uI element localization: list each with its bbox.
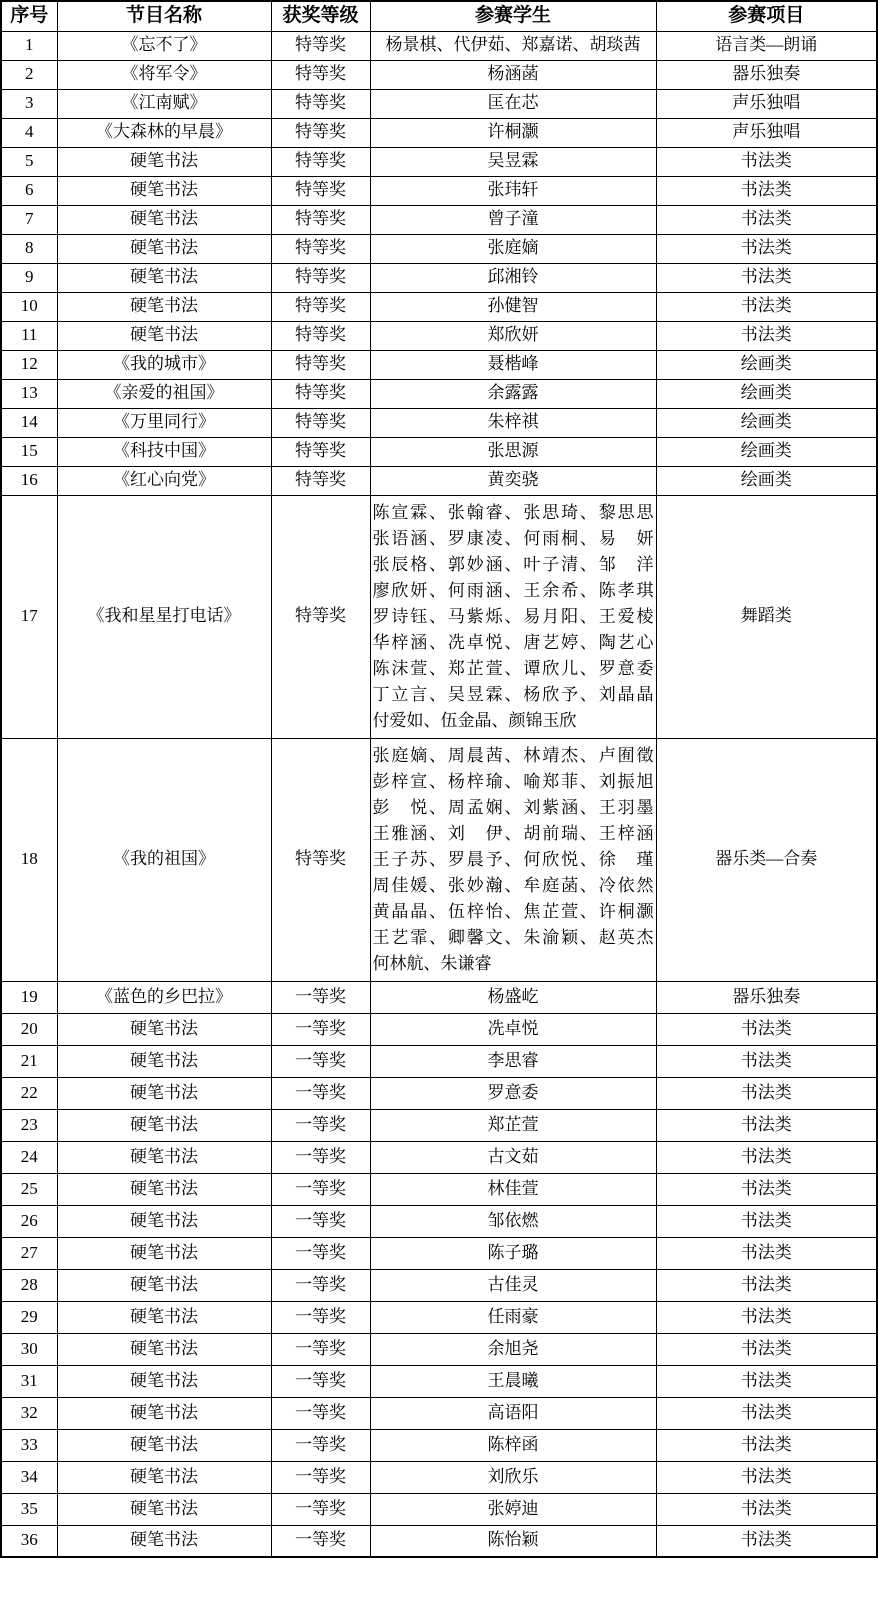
cell-award: 特等奖 — [271, 292, 370, 321]
cell-award: 特等奖 — [271, 89, 370, 118]
cell-program: 《江南赋》 — [57, 89, 271, 118]
cell-students: 邹依燃 — [370, 1205, 656, 1237]
table-row — [1, 1429, 877, 1461]
cell-students: 王晨曦 — [370, 1365, 656, 1397]
cell-students: 吴昱霖 — [370, 147, 656, 176]
cell-category: 书法类 — [656, 1077, 877, 1109]
roster-line: 何林航、朱谦睿 — [372, 953, 492, 973]
table-row — [1, 60, 877, 89]
cell-program: 硬笔书法 — [57, 1173, 271, 1205]
roster-line: 陈宣霖、张翰睿、张思琦、黎思思 — [372, 502, 654, 522]
table-row — [1, 1013, 877, 1045]
cell-category: 绘画类 — [656, 379, 877, 408]
cell-students: 许桐灏 — [370, 118, 656, 147]
cell-students: 古佳灵 — [370, 1269, 656, 1301]
cell-students: 杨涵菡 — [370, 60, 656, 89]
table-row — [1, 350, 877, 379]
cell-students: 朱梓祺 — [370, 408, 656, 437]
roster-line: 彭 悦、周孟娴、刘紫涵、王羽墨 — [372, 797, 654, 817]
roster-line: 张庭嫡、周晨茜、林靖杰、卢囿徵 — [372, 745, 654, 765]
cell-students: 冼卓悦 — [370, 1013, 656, 1045]
table-row — [1, 292, 877, 321]
roster-line: 周佳媛、张妙瀚、牟庭菡、冷依然 — [372, 875, 654, 895]
table-row — [1, 466, 877, 495]
cell-students — [370, 738, 656, 981]
cell-program: 硬笔书法 — [57, 1461, 271, 1493]
table-row — [1, 1301, 877, 1333]
cell-program: 硬笔书法 — [57, 1045, 271, 1077]
cell-category: 书法类 — [656, 263, 877, 292]
cell-no: 2 — [1, 60, 57, 89]
table-row — [1, 176, 877, 205]
cell-category: 绘画类 — [656, 408, 877, 437]
cell-no: 26 — [1, 1205, 57, 1237]
cell-students: 张婷迪 — [370, 1493, 656, 1525]
cell-no: 14 — [1, 408, 57, 437]
cell-award: 特等奖 — [271, 147, 370, 176]
table-row — [1, 263, 877, 292]
cell-category: 书法类 — [656, 1461, 877, 1493]
table-row — [1, 1461, 877, 1493]
cell-category: 声乐独唱 — [656, 118, 877, 147]
table-row — [1, 118, 877, 147]
table-row — [1, 1237, 877, 1269]
cell-program: 硬笔书法 — [57, 1205, 271, 1237]
cell-category: 书法类 — [656, 1493, 877, 1525]
cell-category: 舞蹈类 — [656, 495, 877, 738]
cell-award: 特等奖 — [271, 408, 370, 437]
table-row — [1, 1205, 877, 1237]
cell-no: 34 — [1, 1461, 57, 1493]
cell-category: 绘画类 — [656, 437, 877, 466]
cell-award: 特等奖 — [271, 437, 370, 466]
cell-program: 硬笔书法 — [57, 147, 271, 176]
table-row — [1, 1109, 877, 1141]
cell-no: 3 — [1, 89, 57, 118]
cell-students — [370, 495, 656, 738]
cell-program: 硬笔书法 — [57, 205, 271, 234]
cell-program: 硬笔书法 — [57, 176, 271, 205]
cell-program: 硬笔书法 — [57, 1365, 271, 1397]
cell-award: 特等奖 — [271, 234, 370, 263]
cell-category: 书法类 — [656, 1173, 877, 1205]
cell-category: 声乐独唱 — [656, 89, 877, 118]
cell-category: 书法类 — [656, 1525, 877, 1557]
roster-line: 丁立言、吴昱霖、杨欣予、刘晶晶 — [372, 684, 654, 704]
table-row — [1, 31, 877, 60]
cell-program: 《我的祖国》 — [57, 738, 271, 981]
cell-award: 特等奖 — [271, 176, 370, 205]
table-row — [1, 1525, 877, 1557]
cell-category: 书法类 — [656, 1365, 877, 1397]
cell-no: 7 — [1, 205, 57, 234]
cell-award: 特等奖 — [271, 379, 370, 408]
cell-no: 33 — [1, 1429, 57, 1461]
table-row — [1, 408, 877, 437]
cell-students: 任雨豪 — [370, 1301, 656, 1333]
cell-students: 高语阳 — [370, 1397, 656, 1429]
cell-no: 28 — [1, 1269, 57, 1301]
header-row — [1, 1, 877, 31]
cell-no: 18 — [1, 738, 57, 981]
col-header-program: 节目名称 — [57, 1, 271, 31]
cell-students: 郑芷萱 — [370, 1109, 656, 1141]
table-row — [1, 495, 877, 738]
table-row — [1, 1365, 877, 1397]
cell-no: 32 — [1, 1397, 57, 1429]
col-header-award: 获奖等级 — [271, 1, 370, 31]
cell-award: 一等奖 — [271, 1525, 370, 1557]
roster-line: 张辰格、郭妙涵、叶子清、邹 洋 — [372, 554, 654, 574]
col-header-students: 参赛学生 — [370, 1, 656, 31]
cell-program: 《我和星星打电话》 — [57, 495, 271, 738]
cell-program: 硬笔书法 — [57, 263, 271, 292]
cell-no: 5 — [1, 147, 57, 176]
cell-category: 书法类 — [656, 205, 877, 234]
cell-no: 23 — [1, 1109, 57, 1141]
cell-no: 31 — [1, 1365, 57, 1397]
cell-students: 曾子潼 — [370, 205, 656, 234]
cell-award: 一等奖 — [271, 1173, 370, 1205]
roster-line: 王子苏、罗晨予、何欣悦、徐 瑾 — [372, 849, 654, 869]
cell-award: 特等奖 — [271, 466, 370, 495]
cell-students: 郑欣妍 — [370, 321, 656, 350]
cell-award: 一等奖 — [271, 1045, 370, 1077]
roster-line: 廖欣妍、何雨涵、王余希、陈孝琪 — [372, 580, 654, 600]
cell-award: 一等奖 — [271, 1397, 370, 1429]
table-row — [1, 437, 877, 466]
cell-no: 4 — [1, 118, 57, 147]
cell-no: 29 — [1, 1301, 57, 1333]
cell-award: 一等奖 — [271, 1429, 370, 1461]
cell-award: 一等奖 — [271, 1461, 370, 1493]
cell-category: 书法类 — [656, 1141, 877, 1173]
roster-line: 王艺霏、卿馨文、朱渝颖、赵英杰 — [372, 927, 654, 947]
cell-award: 特等奖 — [271, 263, 370, 292]
cell-no: 16 — [1, 466, 57, 495]
table-row — [1, 738, 877, 981]
cell-award: 特等奖 — [271, 495, 370, 738]
cell-no: 9 — [1, 263, 57, 292]
cell-program: 《亲爱的祖国》 — [57, 379, 271, 408]
table-row — [1, 1077, 877, 1109]
table-row — [1, 205, 877, 234]
table-row — [1, 321, 877, 350]
cell-program: 硬笔书法 — [57, 1429, 271, 1461]
cell-program: 硬笔书法 — [57, 1333, 271, 1365]
table-row — [1, 1269, 877, 1301]
cell-award: 一等奖 — [271, 1013, 370, 1045]
cell-award: 特等奖 — [271, 321, 370, 350]
cell-students: 陈梓函 — [370, 1429, 656, 1461]
cell-students: 林佳萱 — [370, 1173, 656, 1205]
roster-line: 付爱如、伍金晶、颜锦玉欣 — [372, 710, 577, 730]
table-row — [1, 1173, 877, 1205]
roster-line: 黄晶晶、伍梓怡、焦芷萱、许桐灏 — [372, 901, 654, 921]
cell-no: 11 — [1, 321, 57, 350]
cell-students: 匡在芯 — [370, 89, 656, 118]
cell-award: 一等奖 — [271, 1365, 370, 1397]
cell-program: 《蓝色的乡巴拉》 — [57, 981, 271, 1013]
cell-award: 特等奖 — [271, 350, 370, 379]
cell-category: 书法类 — [656, 292, 877, 321]
cell-program: 《我的城市》 — [57, 350, 271, 379]
table-row — [1, 1045, 877, 1077]
cell-students: 杨盛屹 — [370, 981, 656, 1013]
cell-award: 一等奖 — [271, 1109, 370, 1141]
cell-no: 22 — [1, 1077, 57, 1109]
cell-students: 李思睿 — [370, 1045, 656, 1077]
cell-program: 硬笔书法 — [57, 1141, 271, 1173]
cell-no: 8 — [1, 234, 57, 263]
cell-category: 器乐类—合奏 — [656, 738, 877, 981]
cell-no: 19 — [1, 981, 57, 1013]
cell-program: 硬笔书法 — [57, 1077, 271, 1109]
cell-students: 邱湘铃 — [370, 263, 656, 292]
cell-category: 书法类 — [656, 234, 877, 263]
table-row — [1, 1397, 877, 1429]
cell-students: 古文茹 — [370, 1141, 656, 1173]
cell-no: 1 — [1, 31, 57, 60]
cell-category: 书法类 — [656, 1109, 877, 1141]
cell-award: 一等奖 — [271, 1333, 370, 1365]
roster-line: 罗诗钰、马紫烁、易月阳、王爱棱 — [372, 606, 654, 626]
cell-no: 12 — [1, 350, 57, 379]
cell-no: 27 — [1, 1237, 57, 1269]
cell-category: 书法类 — [656, 1013, 877, 1045]
cell-students: 刘欣乐 — [370, 1461, 656, 1493]
cell-program: 硬笔书法 — [57, 1109, 271, 1141]
cell-category: 书法类 — [656, 1237, 877, 1269]
cell-award: 特等奖 — [271, 60, 370, 89]
cell-no: 17 — [1, 495, 57, 738]
cell-no: 36 — [1, 1525, 57, 1557]
cell-program: 硬笔书法 — [57, 1013, 271, 1045]
cell-students: 陈子璐 — [370, 1237, 656, 1269]
cell-program: 硬笔书法 — [57, 234, 271, 263]
cell-students: 张思源 — [370, 437, 656, 466]
cell-program: 《红心向党》 — [57, 466, 271, 495]
cell-category: 书法类 — [656, 1205, 877, 1237]
cell-category: 书法类 — [656, 1269, 877, 1301]
table-row — [1, 1141, 877, 1173]
cell-program: 《大森林的早晨》 — [57, 118, 271, 147]
cell-category: 绘画类 — [656, 350, 877, 379]
cell-award: 特等奖 — [271, 31, 370, 60]
cell-category: 书法类 — [656, 1045, 877, 1077]
cell-program: 硬笔书法 — [57, 1525, 271, 1557]
table-row — [1, 379, 877, 408]
cell-award: 一等奖 — [271, 981, 370, 1013]
cell-no: 24 — [1, 1141, 57, 1173]
cell-no: 13 — [1, 379, 57, 408]
cell-no: 20 — [1, 1013, 57, 1045]
table-row — [1, 1333, 877, 1365]
cell-no: 6 — [1, 176, 57, 205]
cell-students: 孙健智 — [370, 292, 656, 321]
col-header-category: 参赛项目 — [656, 1, 877, 31]
cell-category: 书法类 — [656, 176, 877, 205]
cell-program: 硬笔书法 — [57, 321, 271, 350]
table-body — [1, 31, 877, 1557]
cell-award: 特等奖 — [271, 738, 370, 981]
cell-students: 余旭尧 — [370, 1333, 656, 1365]
cell-award: 一等奖 — [271, 1269, 370, 1301]
roster-line: 彭梓宣、杨梓瑜、喻郑菲、刘振旭 — [372, 771, 654, 791]
cell-program: 《科技中国》 — [57, 437, 271, 466]
cell-no: 25 — [1, 1173, 57, 1205]
cell-category: 书法类 — [656, 1429, 877, 1461]
cell-program: 硬笔书法 — [57, 1237, 271, 1269]
roster-line: 华梓涵、冼卓悦、唐艺婷、陶艺心 — [372, 632, 654, 652]
cell-students: 罗意委 — [370, 1077, 656, 1109]
cell-award: 一等奖 — [271, 1077, 370, 1109]
cell-program: 硬笔书法 — [57, 1493, 271, 1525]
cell-award: 一等奖 — [271, 1301, 370, 1333]
table-row — [1, 147, 877, 176]
cell-no: 10 — [1, 292, 57, 321]
cell-award: 特等奖 — [271, 118, 370, 147]
cell-students: 张玮轩 — [370, 176, 656, 205]
cell-category: 书法类 — [656, 147, 877, 176]
cell-award: 一等奖 — [271, 1237, 370, 1269]
cell-no: 35 — [1, 1493, 57, 1525]
table-header — [1, 1, 877, 31]
cell-category: 语言类—朗诵 — [656, 31, 877, 60]
cell-no: 21 — [1, 1045, 57, 1077]
cell-category: 器乐独奏 — [656, 981, 877, 1013]
table-row — [1, 981, 877, 1013]
col-header-index: 序号 — [1, 1, 57, 31]
cell-program: 《万里同行》 — [57, 408, 271, 437]
cell-students: 余露露 — [370, 379, 656, 408]
cell-no: 15 — [1, 437, 57, 466]
cell-program: 硬笔书法 — [57, 1397, 271, 1429]
cell-program: 硬笔书法 — [57, 1301, 271, 1333]
cell-category: 书法类 — [656, 1333, 877, 1365]
table-row — [1, 1493, 877, 1525]
roster-line: 张语涵、罗康凌、何雨桐、易 妍 — [372, 528, 654, 548]
cell-no: 30 — [1, 1333, 57, 1365]
roster-line: 王雅涵、刘 伊、胡前瑞、王梓涵 — [372, 823, 654, 843]
cell-students: 张庭嫡 — [370, 234, 656, 263]
cell-award: 特等奖 — [271, 205, 370, 234]
cell-category: 书法类 — [656, 1301, 877, 1333]
cell-award: 一等奖 — [271, 1141, 370, 1173]
cell-category: 书法类 — [656, 1397, 877, 1429]
cell-program: 《忘不了》 — [57, 31, 271, 60]
cell-award: 一等奖 — [271, 1205, 370, 1237]
cell-award: 一等奖 — [271, 1493, 370, 1525]
cell-category: 绘画类 — [656, 466, 877, 495]
cell-students: 陈怡颖 — [370, 1525, 656, 1557]
cell-category: 书法类 — [656, 321, 877, 350]
cell-students: 黄奕骁 — [370, 466, 656, 495]
roster-line: 陈沫萱、郑芷萱、谭欣儿、罗意委 — [372, 658, 654, 678]
cell-program: 《将军令》 — [57, 60, 271, 89]
table-row — [1, 234, 877, 263]
cell-program: 硬笔书法 — [57, 292, 271, 321]
cell-category: 器乐独奏 — [656, 60, 877, 89]
cell-program: 硬笔书法 — [57, 1269, 271, 1301]
table-row — [1, 89, 877, 118]
cell-students: 杨景棋、代伊茹、郑嘉诺、胡琰茜 — [370, 31, 656, 60]
cell-students: 聂楷峰 — [370, 350, 656, 379]
